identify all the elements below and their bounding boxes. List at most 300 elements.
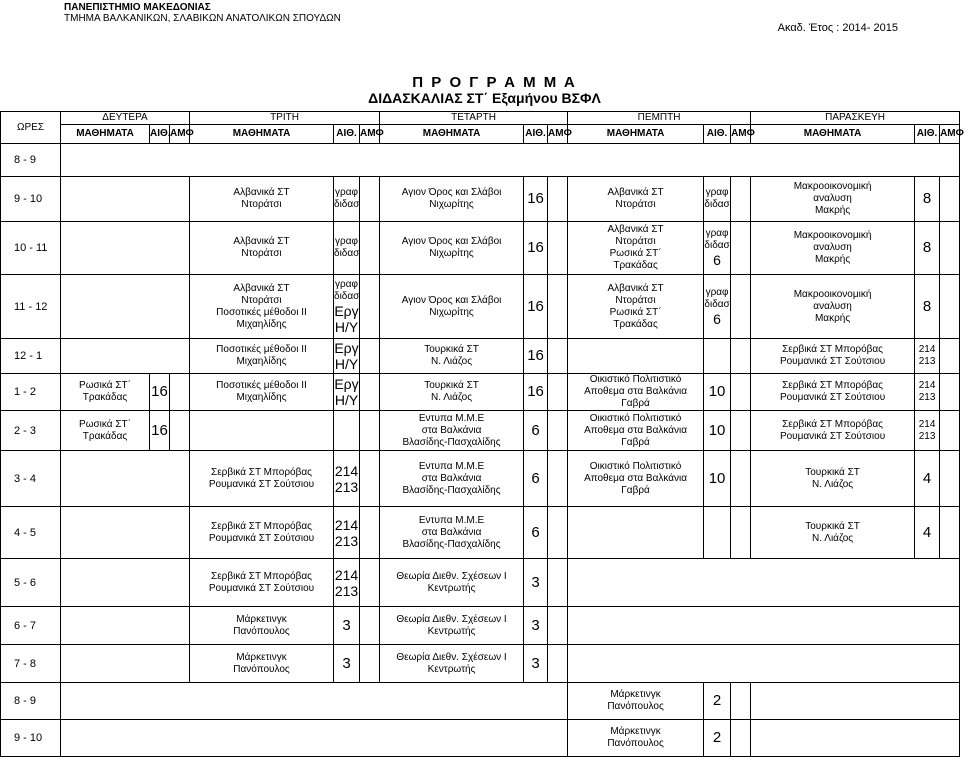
course-name: Αποθεμα στα Βαλκάνια <box>584 424 688 436</box>
subjects-header: ΜΑΘΗΜΑΤΑ <box>568 125 704 144</box>
room-number: 16 <box>150 411 170 451</box>
room-label: γραφ <box>335 187 358 198</box>
room-number: 16 <box>524 177 548 222</box>
room-number: 3 <box>334 607 360 645</box>
course-name: Αλβανικά ΣΤ <box>607 187 664 198</box>
course-name: Ρουμανικά ΣΤ Σούτσιου <box>779 356 886 367</box>
time-header: ΩΡΕΣ <box>1 112 61 144</box>
room-label: Εργ <box>334 340 359 356</box>
room-number: 3 <box>334 645 360 683</box>
room-label: διδασ <box>334 199 360 210</box>
room-number: 16 <box>524 222 548 275</box>
course-name: στα Βαλκάνια <box>421 424 482 436</box>
course-name: αναλυση <box>813 193 852 204</box>
table-row <box>1 507 960 559</box>
instructor: Βλασίδης-Πασχαλίδης <box>402 484 501 496</box>
room-cell <box>334 275 360 339</box>
empty-cell <box>61 559 190 607</box>
room-number: 3 <box>524 645 548 683</box>
course-name: Μακροοικονομική <box>793 181 872 192</box>
instructor: Γαβρά <box>621 436 650 448</box>
instructor: Τρακάδας <box>613 260 658 271</box>
empty-cell <box>548 411 568 451</box>
empty-cell <box>360 559 380 607</box>
empty-cell <box>548 559 568 607</box>
room-label: Εργ <box>334 302 359 319</box>
course-cell <box>751 411 915 451</box>
course-name: Ποσοτικές μέθοδοι ΙΙ <box>216 306 307 318</box>
empty-cell <box>360 411 380 451</box>
instructor: Γαβρά <box>621 398 650 409</box>
table-row <box>1 451 960 507</box>
room-number: 6 <box>524 411 548 451</box>
room-cell <box>334 507 360 559</box>
room-number: 6 <box>524 507 548 559</box>
empty-cell <box>61 451 190 507</box>
schedule-table <box>0 111 964 757</box>
time-slot: 8 - 9 <box>1 144 61 177</box>
amf-header: ΑΜΦ <box>360 125 380 144</box>
empty-cell <box>704 339 731 374</box>
course-name: Εντυπα Μ.Μ.Ε <box>418 412 485 424</box>
table-row <box>1 645 960 683</box>
empty-cell <box>731 683 751 720</box>
table-row <box>1 411 960 451</box>
empty-cell <box>704 507 731 559</box>
instructor: Ντοράτσι <box>615 199 656 210</box>
time-slot: 6 - 7 <box>1 607 61 645</box>
empty-cell <box>360 507 380 559</box>
empty-cell <box>548 507 568 559</box>
table-row <box>1 607 960 645</box>
room-number: 10 <box>704 374 731 411</box>
course-cell <box>380 559 524 607</box>
room-number: 214 <box>918 418 936 430</box>
course-name: Θεωρία Διεθν. Σχέσεων Ι <box>396 613 507 625</box>
room-number: 16 <box>524 275 548 339</box>
course-name: Αγιον Όρος και Σλάβοι <box>401 294 502 306</box>
instructor: Κεντρωτής <box>427 625 476 637</box>
table-row <box>1 222 960 275</box>
course-name: Σερβικά ΣΤ Μπορόβας <box>211 466 312 478</box>
course-cell <box>190 559 334 607</box>
time-slot: 9 - 10 <box>1 720 61 757</box>
course-cell <box>568 222 704 275</box>
course-name: Ρουμανικά ΣΤ Σούτσιου <box>208 582 315 594</box>
room-cell <box>915 339 940 374</box>
time-slot: 11 - 12 <box>1 275 61 339</box>
course-cell <box>190 339 334 374</box>
course-cell <box>380 177 524 222</box>
time-slot: 5 - 6 <box>1 559 61 607</box>
empty-cell <box>61 339 190 374</box>
course-name: Σερβικά ΣΤ Μπορόβας <box>782 380 883 391</box>
room-number: 213 <box>334 582 359 599</box>
time-slot: 1 - 2 <box>1 374 61 411</box>
course-cell <box>380 507 524 559</box>
room-label: Η/Υ <box>334 356 359 372</box>
empty-cell <box>940 339 960 374</box>
empty-cell <box>940 222 960 275</box>
course-cell <box>190 645 334 683</box>
room-cell <box>334 222 360 275</box>
room-number: 3 <box>524 559 548 607</box>
course-name: Οικιστικό Πολιτιστικό <box>589 460 682 472</box>
room-number: 16 <box>524 374 548 411</box>
room-number: 10 <box>704 411 731 451</box>
subjects-header: ΜΑΘΗΜΑΤΑ <box>61 125 150 144</box>
empty-cell <box>568 559 960 607</box>
room-label: Η/Υ <box>334 318 359 335</box>
course-name: Μάρκετινγκ <box>236 613 287 625</box>
academic-year: Ακαδ. Έτος : 2014- 2015 <box>777 22 898 34</box>
course-name: Μάρκετινγκ <box>610 689 661 700</box>
room-number: 213 <box>918 356 936 367</box>
course-name: Σερβικά ΣΤ Μπορόβας <box>782 418 883 430</box>
course-name: Αλβανικά ΣΤ <box>233 236 290 247</box>
room-label: διδασ <box>334 248 360 259</box>
empty-cell <box>360 374 380 411</box>
room-number: 2 <box>704 683 731 720</box>
empty-cell <box>548 275 568 339</box>
instructor: Ν. Λιάζος <box>812 478 854 490</box>
course-cell <box>190 507 334 559</box>
instructor: Τρακάδας <box>82 392 128 403</box>
empty-cell <box>940 451 960 507</box>
course-name: αναλυση <box>813 300 852 312</box>
room-label: Εργ <box>334 376 359 392</box>
instructor: Γαβρά <box>621 484 650 496</box>
room-cell <box>704 177 731 222</box>
empty-cell <box>360 607 380 645</box>
instructor: Πανόπουλος <box>607 701 664 712</box>
empty-cell <box>940 177 960 222</box>
course-name: Μάρκετινγκ <box>610 726 661 737</box>
empty-cell <box>940 411 960 451</box>
room-number: 4 <box>915 451 940 507</box>
course-name: Εντυπα Μ.Μ.Ε <box>418 514 485 526</box>
course-name: Τουρκικά ΣΤ <box>805 520 860 532</box>
table-row <box>1 339 960 374</box>
instructor: Ντοράτσι <box>241 294 282 306</box>
room-header: ΑΙΘ. <box>524 125 548 144</box>
course-name: Ρωσικά ΣΤ΄ <box>79 418 131 430</box>
room-header: ΑΙΘ. <box>334 125 360 144</box>
course-name: Ρωσικά ΣΤ΄ <box>609 248 662 259</box>
room-number: 213 <box>334 532 359 549</box>
empty-cell <box>360 645 380 683</box>
empty-cell <box>731 339 751 374</box>
course-name: Αγιον Όρος και Σλάβοι <box>401 236 502 247</box>
instructor: Ντοράτσι <box>615 236 656 247</box>
room-header: ΑΙΘ. <box>704 125 731 144</box>
room-number: 8 <box>915 177 940 222</box>
time-slot: 3 - 4 <box>1 451 61 507</box>
empty-cell <box>360 451 380 507</box>
room-label: διδασ <box>704 240 730 251</box>
instructor: Νιχωρίτης <box>429 248 474 259</box>
time-slot: 7 - 8 <box>1 645 61 683</box>
empty-cell <box>940 374 960 411</box>
subjects-header: ΜΑΘΗΜΑΤΑ <box>190 125 334 144</box>
course-cell <box>380 645 524 683</box>
time-slot: 4 - 5 <box>1 507 61 559</box>
course-cell <box>380 339 524 374</box>
empty-cell <box>731 411 751 451</box>
course-cell <box>568 720 704 757</box>
course-cell <box>380 275 524 339</box>
course-name: Οικιστικό Πολιτιστικό <box>589 374 682 385</box>
instructor: Μακρής <box>814 254 851 265</box>
day-tuesday: ΤΡΙΤΗ <box>190 112 380 125</box>
course-name: Ποσοτικές μέθοδοι ΙΙ <box>216 380 307 391</box>
room-number: 10 <box>704 451 731 507</box>
course-name: Αποθεμα στα Βαλκάνια <box>584 472 688 484</box>
empty-cell <box>360 177 380 222</box>
table-row <box>1 144 960 177</box>
empty-cell <box>731 222 751 275</box>
course-cell <box>568 275 704 339</box>
empty-cell <box>548 177 568 222</box>
course-name: στα Βαλκάνια <box>421 526 482 538</box>
table-row <box>1 683 960 720</box>
amf-header: ΑΜΦ <box>731 125 751 144</box>
course-name: Μάρκετινγκ <box>236 651 287 663</box>
empty-cell <box>61 177 190 222</box>
course-name: Ρωσικά ΣΤ΄ <box>609 306 662 318</box>
room-label: γραφ <box>705 286 729 298</box>
day-wednesday: ΤΕΤΑΡΤΗ <box>380 112 568 125</box>
empty-cell <box>548 645 568 683</box>
course-name: Αλβανικά ΣΤ <box>607 282 664 294</box>
room-number: 6 <box>524 451 548 507</box>
instructor: Ντοράτσι <box>241 248 282 259</box>
course-cell <box>190 607 334 645</box>
course-cell <box>380 411 524 451</box>
course-name: Ρουμανικά ΣΤ Σούτσιου <box>779 430 886 442</box>
empty-cell <box>61 607 190 645</box>
room-cell <box>334 177 360 222</box>
instructor: Μιχαηλίδης <box>236 356 287 367</box>
course-name: Τουρκικά ΣΤ <box>424 380 479 391</box>
empty-cell <box>731 451 751 507</box>
empty-cell <box>568 339 704 374</box>
room-number: 2 <box>704 720 731 757</box>
room-cell <box>915 374 940 411</box>
amf-header: ΑΜΦ <box>940 125 960 144</box>
empty-cell <box>190 411 334 451</box>
time-slot: 12 - 1 <box>1 339 61 374</box>
room-label: γραφ <box>705 228 729 239</box>
room-number: 214 <box>334 566 359 583</box>
empty-cell <box>61 222 190 275</box>
room-number: 214 <box>918 344 936 355</box>
room-number: 214 <box>918 380 936 391</box>
instructor: Βλασίδης-Πασχαλίδης <box>402 436 501 448</box>
university-name: ΠΑΝΕΠΙΣΤΗΜΙΟ ΜΑΚΕΔΟΝΙΑΣ <box>64 2 211 13</box>
instructor: Κεντρωτής <box>427 663 476 675</box>
room-number: 16 <box>524 339 548 374</box>
time-slot: 2 - 3 <box>1 411 61 451</box>
empty-cell <box>61 275 190 339</box>
room-number: 6 <box>713 252 721 268</box>
page-subtitle: ΔΙΔΑΣΚΑΛΙΑΣ ΣΤ΄ Εξαμήνου ΒΣΦΛ <box>368 90 601 106</box>
table-row <box>1 177 960 222</box>
room-cell <box>334 451 360 507</box>
day-thursday: ΠΕΜΠΤΗ <box>568 112 751 125</box>
course-name: Σερβικά ΣΤ Μπορόβας <box>211 520 312 532</box>
course-name: Ρουμανικά ΣΤ Σούτσιου <box>208 478 315 490</box>
empty-cell <box>731 177 751 222</box>
room-number: 8 <box>915 222 940 275</box>
empty-cell <box>170 374 190 411</box>
empty-cell <box>568 607 960 645</box>
instructor: Ν. Λιάζος <box>812 532 854 544</box>
course-cell <box>751 339 915 374</box>
course-name: Εντυπα Μ.Μ.Ε <box>418 460 485 472</box>
room-number: 8 <box>915 275 940 339</box>
course-name: Μακροοικονομική <box>793 230 872 241</box>
room-label: διδασ <box>704 199 730 210</box>
empty-cell <box>334 411 360 451</box>
instructor: Τρακάδας <box>82 430 128 442</box>
instructor: Πανόπουλος <box>607 738 664 749</box>
course-name: Σερβικά ΣΤ Μπορόβας <box>211 570 312 582</box>
instructor: Ντοράτσι <box>241 199 282 210</box>
course-cell <box>751 177 915 222</box>
room-cell <box>915 411 940 451</box>
empty-cell <box>940 275 960 339</box>
page-title: Π Ρ Ο Γ Ρ Α Μ Μ Α <box>412 74 577 91</box>
day-monday: ΔΕΥΤΕΡΑ <box>61 112 190 125</box>
table-row <box>1 559 960 607</box>
room-label: γραφ <box>335 236 358 247</box>
course-name: Αλβανικά ΣΤ <box>607 224 664 235</box>
empty-cell <box>61 683 568 720</box>
room-cell <box>704 275 731 339</box>
room-number: 3 <box>524 607 548 645</box>
course-name: Μακροοικονομική <box>793 288 872 300</box>
room-label: διδασ <box>334 290 360 302</box>
time-slot: 9 - 10 <box>1 177 61 222</box>
course-cell <box>190 222 334 275</box>
empty-cell <box>731 275 751 339</box>
course-cell <box>568 177 704 222</box>
room-cell <box>334 374 360 411</box>
room-number: 214 <box>334 516 359 533</box>
empty-cell <box>61 507 190 559</box>
course-name: Αλβανικά ΣΤ <box>233 282 290 294</box>
course-name: Τουρκικά ΣΤ <box>805 466 860 478</box>
table-row <box>1 720 960 757</box>
course-name: Ποσοτικές μέθοδοι ΙΙ <box>216 344 307 355</box>
course-cell <box>380 607 524 645</box>
room-label: διδασ <box>704 298 730 310</box>
empty-cell <box>731 507 751 559</box>
course-cell <box>380 451 524 507</box>
course-cell <box>751 451 915 507</box>
instructor: Πανόπουλος <box>233 663 290 675</box>
course-name: Θεωρία Διεθν. Σχέσεων Ι <box>396 570 507 582</box>
room-number: 213 <box>918 392 936 403</box>
empty-cell <box>548 607 568 645</box>
course-name: Αποθεμα στα Βαλκάνια <box>584 386 688 397</box>
amf-header: ΑΜΦ <box>548 125 568 144</box>
empty-cell <box>61 144 960 177</box>
room-header: ΑΙΘ. <box>915 125 940 144</box>
course-cell <box>380 222 524 275</box>
course-cell <box>751 507 915 559</box>
empty-cell <box>360 275 380 339</box>
empty-cell <box>548 451 568 507</box>
instructor: Ν. Λιάζος <box>431 356 473 367</box>
room-label: Η/Υ <box>334 392 359 408</box>
empty-cell <box>940 507 960 559</box>
table-row <box>1 275 960 339</box>
course-name: Ρουμανικά ΣΤ Σούτσιου <box>779 392 886 403</box>
empty-cell <box>170 411 190 451</box>
instructor: Νιχωρίτης <box>429 306 474 318</box>
instructor: Μιχαηλίδης <box>236 318 287 330</box>
day-friday: ΠΑΡΑΣΚΕΥΗ <box>751 112 960 125</box>
time-slot: 8 - 9 <box>1 683 61 720</box>
course-cell <box>190 177 334 222</box>
course-cell <box>61 411 150 451</box>
amf-header: ΑΜΦ <box>170 125 190 144</box>
room-number: 16 <box>150 374 170 411</box>
course-cell <box>751 275 915 339</box>
course-name: Αγιον Όρος και Σλάβοι <box>401 187 502 198</box>
room-header: ΑΙΘ. <box>150 125 170 144</box>
instructor: Βλασίδης-Πασχαλίδης <box>402 538 501 550</box>
room-number: 6 <box>713 310 721 327</box>
course-cell <box>190 451 334 507</box>
course-cell <box>190 374 334 411</box>
course-name: Τουρκικά ΣΤ <box>424 344 479 355</box>
empty-cell <box>548 374 568 411</box>
room-number: 4 <box>915 507 940 559</box>
empty-cell <box>731 374 751 411</box>
course-cell <box>568 411 704 451</box>
instructor: Κεντρωτής <box>427 582 476 594</box>
course-name: στα Βαλκάνια <box>421 472 482 484</box>
time-slot: 10 - 11 <box>1 222 61 275</box>
instructor: Ν. Λιάζος <box>431 392 473 403</box>
course-cell <box>568 374 704 411</box>
empty-cell <box>360 339 380 374</box>
course-cell <box>751 222 915 275</box>
course-name: Ρωσικά ΣΤ΄ <box>79 380 131 391</box>
subjects-header: ΜΑΘΗΜΑΤΑ <box>751 125 915 144</box>
room-cell <box>334 339 360 374</box>
instructor: Πανόπουλος <box>233 625 290 637</box>
course-cell <box>190 275 334 339</box>
course-cell <box>751 374 915 411</box>
empty-cell <box>731 720 751 757</box>
instructor: Μιχαηλίδης <box>236 392 287 403</box>
department-name: ΤΜΗΜΑ ΒΑΛΚΑΝΙΚΩΝ, ΣΛΑΒΙΚΩΝ ΑΝΑΤΟΛΙΚΩΝ ΣΠΟΥΔΩΝ <box>64 13 341 24</box>
empty-cell <box>360 222 380 275</box>
room-label: γραφ <box>705 187 729 198</box>
empty-cell <box>568 645 960 683</box>
room-label: γραφ <box>335 278 358 290</box>
room-number: 214 <box>334 462 359 479</box>
course-name: αναλυση <box>813 242 852 253</box>
room-number: 213 <box>334 478 359 495</box>
course-name: Ρουμανικά ΣΤ Σούτσιου <box>208 532 315 544</box>
subjects-header: ΜΑΘΗΜΑΤΑ <box>380 125 524 144</box>
course-cell <box>568 451 704 507</box>
